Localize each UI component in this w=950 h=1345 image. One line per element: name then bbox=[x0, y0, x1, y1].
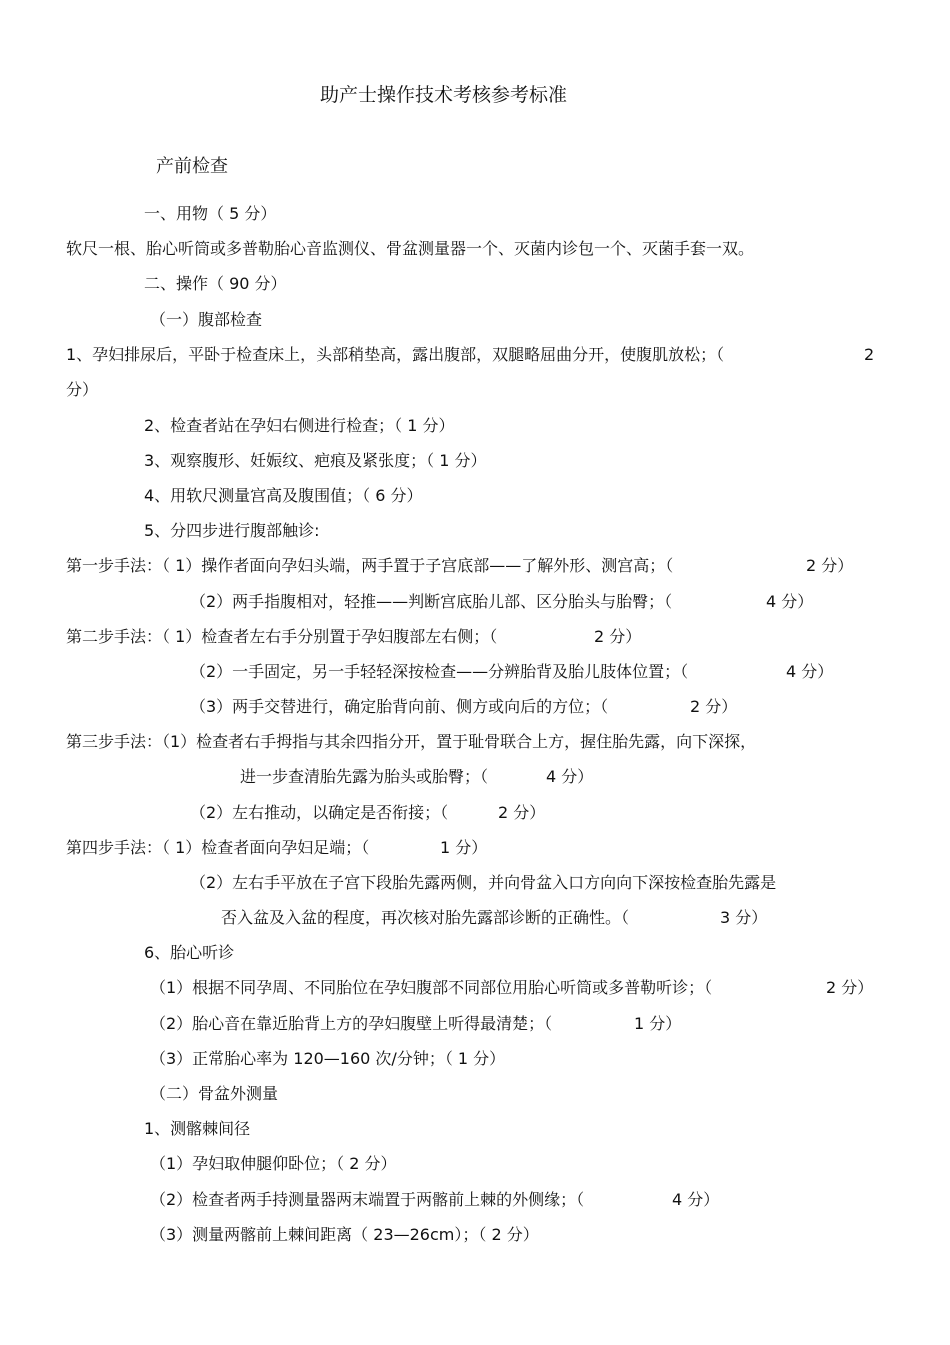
text-line: （2）胎心音在靠近胎背上方的孕妇腹壁上听得最清楚；（ bbox=[150, 1014, 553, 1033]
text-line: （2）左右手平放在子宫下段胎先露两侧，并向骨盆入口方向向下深按检查胎先露是 bbox=[190, 873, 777, 892]
text-line: 第一步手法：（ 1）操作者面向孕妇头端，两手置于子宫底部——了解外形、测宫高；（ bbox=[66, 556, 674, 575]
score-value: 2 分） bbox=[826, 978, 874, 997]
text-line: 第二步手法：（ 1）检查者左右手分别置于孕妇腹部左右侧；（ bbox=[66, 627, 498, 646]
text-line: 1、孕妇排尿后，平卧于检查床上，头部稍垫高，露出腹部，双腿略屈曲分开，使腹肌放松；（ bbox=[66, 345, 725, 364]
score-value: 3 分） bbox=[720, 908, 768, 927]
text-line: （2）检查者两手持测量器两末端置于两髂前上棘的外侧缘；（ bbox=[150, 1190, 585, 1209]
score-value: 1 分） bbox=[440, 838, 488, 857]
score-value: 1 分） bbox=[634, 1014, 682, 1033]
score-value: 2 分） bbox=[594, 627, 642, 646]
text-line: 6、胎心听诊 bbox=[144, 943, 235, 962]
document-title: 助产士操作技术考核参考标准 bbox=[320, 84, 568, 106]
score-value: 4 分） bbox=[786, 662, 834, 681]
text-line: 一、用物（ 5 分） bbox=[144, 204, 277, 223]
text-line: （一）腹部检查 bbox=[150, 310, 263, 329]
text-line: （3）两手交替进行，确定胎背向前、侧方或向后的方位；（ bbox=[190, 697, 609, 716]
text-line: （2）两手指腹相对，轻推——判断宫底胎儿部、区分胎头与胎臀；（ bbox=[190, 592, 673, 611]
text-line: 分） bbox=[66, 380, 99, 399]
score-value: 2 分） bbox=[806, 556, 854, 575]
text-line: 软尺一根、胎心听筒或多普勒胎心音监测仪、骨盆测量器一个、灭菌内诊包一个、灭菌手套一双。 bbox=[66, 239, 755, 258]
text-line: （2）左右推动，以确定是否衔接；（ bbox=[190, 803, 449, 822]
text-line: （1）根据不同孕周、不同胎位在孕妇腹部不同部位用胎心听筒或多普勒听诊；（ bbox=[150, 978, 713, 997]
text-line: 3、观察腹形、妊娠纹、疤痕及紧张度；（ 1 分） bbox=[144, 451, 487, 470]
score-value: 2 bbox=[864, 345, 875, 364]
text-line: 4、用软尺测量宫高及腹围值；（ 6 分） bbox=[144, 486, 423, 505]
text-line: 5、分四步进行腹部触诊: bbox=[144, 521, 320, 540]
score-value: 4 分） bbox=[766, 592, 814, 611]
section-heading: 产前检查 bbox=[156, 156, 228, 177]
text-line: 否入盆及入盆的程度，再次核对胎先露部诊断的正确性。（ bbox=[221, 908, 630, 927]
text-line: 第三步手法：（1）检查者右手拇指与其余四指分开，置于耻骨联合上方，握住胎先露，向下深探， bbox=[66, 732, 757, 751]
text-line: 2、检查者站在孕妇右侧进行检查；（ 1 分） bbox=[144, 416, 455, 435]
score-value: 4 分） bbox=[546, 767, 594, 786]
text-line: 第四步手法：（ 1）检查者面向孕妇足端；（ bbox=[66, 838, 370, 857]
score-value: 2 分） bbox=[498, 803, 546, 822]
text-line: 进一步查清胎先露为胎头或胎臀；（ bbox=[240, 767, 489, 786]
score-value: 4 分） bbox=[672, 1190, 720, 1209]
text-line: 二、操作（ 90 分） bbox=[144, 274, 287, 293]
text-line: （2）一手固定，另一手轻轻深按检查——分辨胎背及胎儿肢体位置；（ bbox=[190, 662, 689, 681]
text-line: 1、测髂棘间径 bbox=[144, 1119, 251, 1138]
text-line: （二）骨盆外测量 bbox=[150, 1084, 279, 1103]
score-value: 2 分） bbox=[690, 697, 738, 716]
text-line: （3）正常胎心率为 120—160 次/分钟；（ 1 分） bbox=[150, 1049, 506, 1068]
text-line: （3）测量两髂前上棘间距离（ 23—26cm）；（ 2 分） bbox=[150, 1225, 539, 1244]
text-line: （1）孕妇取伸腿仰卧位；（ 2 分） bbox=[150, 1154, 397, 1173]
